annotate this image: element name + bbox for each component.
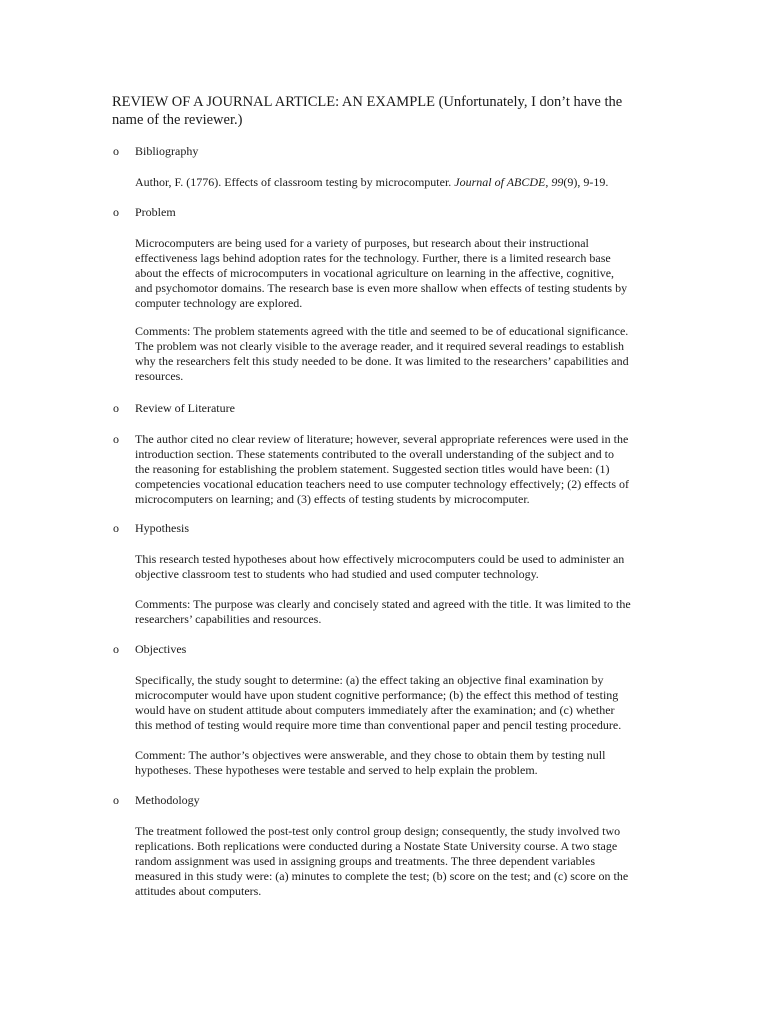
objectives-paragraph — [135, 673, 660, 733]
text-line: Comments: The purpose was clearly and concisely stated and agreed with the title. It was limited to the — [135, 597, 631, 611]
text-line: This research tested hypotheses about how effectively microcomputers could be used to administer an — [135, 552, 625, 566]
text-line: measured in this study were: (a) minutes to complete the test; (b) score on the test; and (c) score on the — [135, 869, 629, 883]
text-line: this method of testing would require more time than conventional paper and pencil testing procedure. — [135, 718, 622, 732]
text-line: Comment: The author’s objectives were answerable, and they chose to obtain them by testing null — [135, 748, 606, 762]
text-line: Comments: The problem statements agreed with the title and seemed to be of educational significance. — [135, 324, 629, 338]
bullet-review-of-literature: o — [113, 401, 119, 415]
citation-volume-sep: , — [545, 175, 552, 189]
text-line: Specifically, the study sought to determine: (a) the effect taking an objective final examination by — [135, 673, 604, 687]
text-line: The problem was not clearly visible to the average reader, and it required several readings to establish — [135, 339, 624, 353]
text-line: objective classroom test to students who had studied and used computer technology. — [135, 567, 539, 581]
hypothesis-comments — [135, 597, 660, 627]
bullet-methodology: o — [113, 793, 119, 807]
bullet-problem: o — [113, 205, 119, 219]
citation-text: Author, F. (1776). Effects of classroom testing by microcomputer. — [135, 175, 455, 189]
text-line: random assignment was used in assigning groups and treatments. The three dependent variables — [135, 854, 595, 868]
problem-comments — [135, 324, 660, 384]
bullet-hypothesis: o — [113, 521, 119, 535]
text-line: Microcomputers are being used for a variety of purposes, but research about their instructional — [135, 236, 589, 250]
text-line: attitudes about computers. — [135, 884, 262, 898]
title-line-2: name of the reviewer.) — [112, 112, 243, 128]
heading-hypothesis: Hypothesis — [135, 521, 189, 535]
bibliography-citation — [135, 175, 608, 190]
bullet-literature-paragraph: o — [113, 432, 119, 446]
heading-methodology: Methodology — [135, 793, 200, 807]
text-line: why the researchers felt this study needed to be done. It was limited to the researchers’ capabilities and — [135, 354, 629, 368]
objectives-comment — [135, 748, 660, 778]
heading-problem: Problem — [135, 205, 176, 219]
citation-volume: 99 — [551, 175, 564, 189]
text-line: replications. Both replications were conducted during a Nostate State University course. A two stage — [135, 839, 618, 853]
bullet-objectives: o — [113, 642, 119, 656]
text-line: effectiveness lags behind adoption rates for the technology. Further, there is a limited research base — [135, 251, 611, 265]
methodology-paragraph — [135, 824, 660, 899]
text-line: microcomputers on learning; and (3) effects of testing students by microcomputer. — [135, 492, 530, 506]
text-line: the reasoning for establishing the problem statement. Suggested section titles would have been: (1) — [135, 462, 610, 476]
citation-issue-pages: (9), 9-19. — [563, 175, 609, 189]
heading-objectives: Objectives — [135, 642, 187, 656]
text-line: resources. — [135, 369, 184, 383]
title-line-1: REVIEW OF A JOURNAL ARTICLE: AN EXAMPLE (Unfortunately, I don’t have the — [112, 94, 623, 110]
citation-journal: Journal of ABCDE — [454, 175, 546, 189]
text-line: researchers’ capabilities and resources. — [135, 612, 322, 626]
heading-bibliography: Bibliography — [135, 144, 199, 158]
text-line: The treatment followed the post-test only control group design; consequently, the study involved two — [135, 824, 621, 838]
text-line: about the effects of microcomputers in vocational agriculture on learning in the affective, cognitive, — [135, 266, 615, 280]
page-title — [112, 93, 672, 129]
problem-paragraph — [135, 236, 660, 311]
text-line: introduction section. These statements contributed to the overall understanding of the subject and to — [135, 447, 614, 461]
text-line: The author cited no clear review of literature; however, several appropriate references were used in the — [135, 432, 629, 446]
literature-paragraph — [135, 432, 660, 507]
hypothesis-paragraph — [135, 552, 660, 582]
text-line: computer technology are explored. — [135, 296, 303, 310]
text-line: competencies vocational education teachers need to use computer technology effectively; (2) effects of — [135, 477, 630, 491]
text-line: microcomputer would have upon student cognitive performance; (b) the effect this method of testing — [135, 688, 619, 702]
text-line: and psychomotor domains. The research base is even more shallow when effects of testing students by — [135, 281, 628, 295]
text-line: would have on student attitude about computers immediately after the examination; and (c) whether — [135, 703, 615, 717]
bullet-bibliography: o — [113, 144, 119, 158]
text-line: hypotheses. These hypotheses were testable and served to help explain the problem. — [135, 763, 538, 777]
heading-review-of-literature: Review of Literature — [135, 401, 235, 415]
